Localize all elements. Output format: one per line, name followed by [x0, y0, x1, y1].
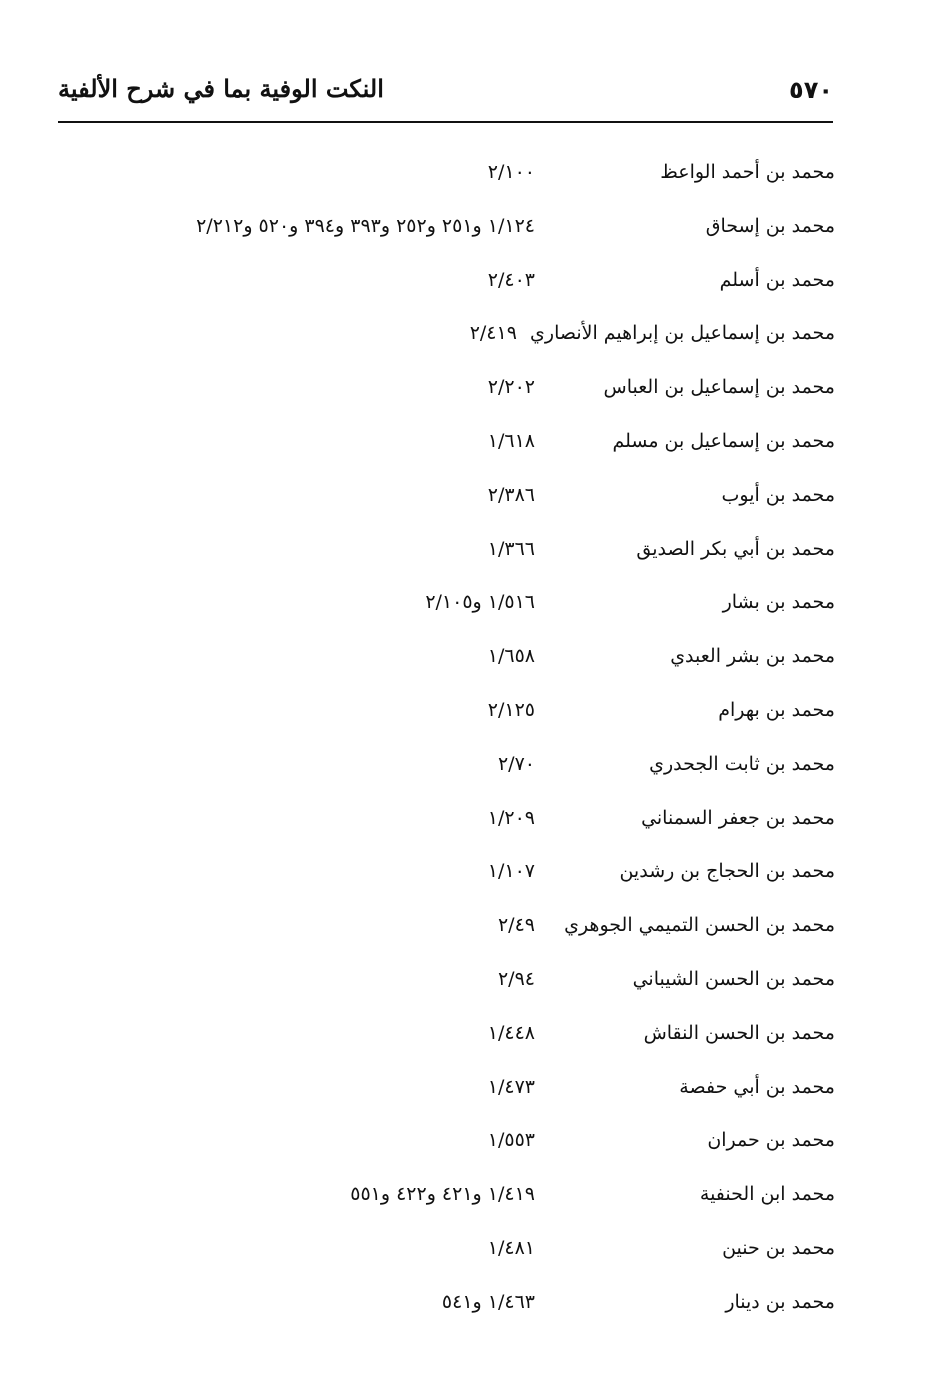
entry-pages: ١/٤٧٣	[487, 1075, 535, 1098]
running-title: النكت الوفية بما في شرح الألفية	[58, 74, 384, 103]
entry-pages: ١/٣٦٦	[487, 537, 535, 560]
entry-pages: ١/٤١٩ و٤٢١ و٤٢٢ و٥٥١	[350, 1183, 535, 1206]
entry-pages: ١/٤٤٨	[487, 1021, 535, 1044]
index-entry	[58, 576, 835, 630]
index-entry	[58, 254, 835, 308]
entry-name: محمد بن الحسن الشيباني	[632, 967, 835, 990]
entry-pages: ٢/٧٠	[497, 752, 535, 775]
entry-name: محمد بن إسماعيل بن إبراهيم الأنصاري	[530, 322, 835, 345]
index-entry	[58, 307, 835, 361]
entry-pages: ١/٢٠٩	[487, 806, 535, 829]
entry-name: محمد بن أحمد الواعظ	[660, 161, 835, 183]
entry-name: محمد بن حنين	[722, 1236, 835, 1259]
page-number: ٥٧٠	[789, 76, 833, 104]
index-entry	[58, 1168, 835, 1222]
entry-name: محمد بن حمران	[707, 1129, 835, 1152]
index-entry	[58, 1061, 835, 1115]
index-entry	[58, 200, 835, 254]
entry-name: محمد بن إسماعيل بن مسلم	[612, 429, 835, 452]
entry-name: محمد بن أبي بكر الصديق	[636, 537, 835, 560]
entry-name: محمد بن دينار	[725, 1290, 835, 1313]
index-entry	[58, 684, 835, 738]
entry-name: محمد بن أبي حفصة	[679, 1075, 835, 1098]
index-entry	[58, 1114, 835, 1168]
entry-name: محمد بن جعفر السمناني	[641, 806, 835, 829]
entry-pages: ٢/٢٠٢	[487, 376, 535, 399]
entry-pages: ١/٤٦٣ و٥٤١	[441, 1290, 535, 1313]
entry-name: محمد بن الحجاج بن رشدين	[619, 860, 835, 883]
entry-name: محمد ابن الحنفية	[699, 1183, 835, 1206]
index-entry	[58, 1007, 835, 1061]
index-entry	[58, 899, 835, 953]
entry-name: محمد بن بشر العبدي	[670, 645, 835, 668]
index-entry	[58, 738, 835, 792]
index-entry	[58, 469, 835, 523]
entry-pages: ١/١٢٤ و٢٥١ و٢٥٢ و٣٩٣ و٣٩٤ و٥٢٠ و٢/٢١٢	[196, 214, 535, 237]
entry-pages: ٢/٤٠٣	[487, 268, 535, 291]
index-entry	[58, 953, 835, 1007]
index-entry	[58, 361, 835, 415]
entry-pages: ١/٦١٨	[487, 429, 535, 452]
entry-pages: ٢/٤٩	[497, 914, 535, 937]
index-entry	[58, 523, 835, 577]
entry-pages: ٢/١٠٠	[487, 161, 535, 183]
entry-pages: ١/١٠٧	[487, 860, 535, 883]
index-entry	[58, 1222, 835, 1276]
entry-pages: ١/٥١٦ و٢/١٠٥	[425, 591, 535, 614]
index-entry	[58, 845, 835, 899]
entry-pages: ١/٤٨١	[487, 1236, 535, 1259]
index-entry	[58, 1276, 835, 1330]
page-header	[58, 68, 833, 120]
entry-pages: ٢/٩٤	[497, 967, 535, 990]
index-entry	[58, 630, 835, 684]
index-entry	[58, 146, 835, 200]
entry-name: محمد بن إسحاق	[705, 214, 835, 237]
entry-pages: ٢/١٢٥	[487, 698, 535, 721]
entry-name: محمد بن الحسن النقاش	[643, 1021, 835, 1044]
entry-pages: ١/٦٥٨	[487, 645, 535, 668]
index-list	[58, 146, 835, 1330]
entry-name: محمد بن ثابت الجحدري	[649, 752, 835, 775]
entry-name: محمد بن أسلم	[719, 268, 835, 291]
entry-pages: ٢/٣٨٦	[487, 483, 535, 506]
index-entry	[58, 415, 835, 469]
entry-pages: ١/٥٥٣	[487, 1129, 535, 1152]
entry-pages: ٢/٤١٩	[469, 322, 517, 345]
entry-name: محمد بن بهرام	[718, 698, 835, 721]
entry-name: محمد بن بشار	[722, 591, 835, 614]
header-rule	[58, 121, 833, 123]
index-entry	[58, 792, 835, 846]
entry-name: محمد بن الحسن التميمي الجوهري	[564, 914, 835, 937]
entry-name: محمد بن إسماعيل بن العباس	[603, 376, 835, 399]
entry-name: محمد بن أيوب	[721, 483, 835, 506]
